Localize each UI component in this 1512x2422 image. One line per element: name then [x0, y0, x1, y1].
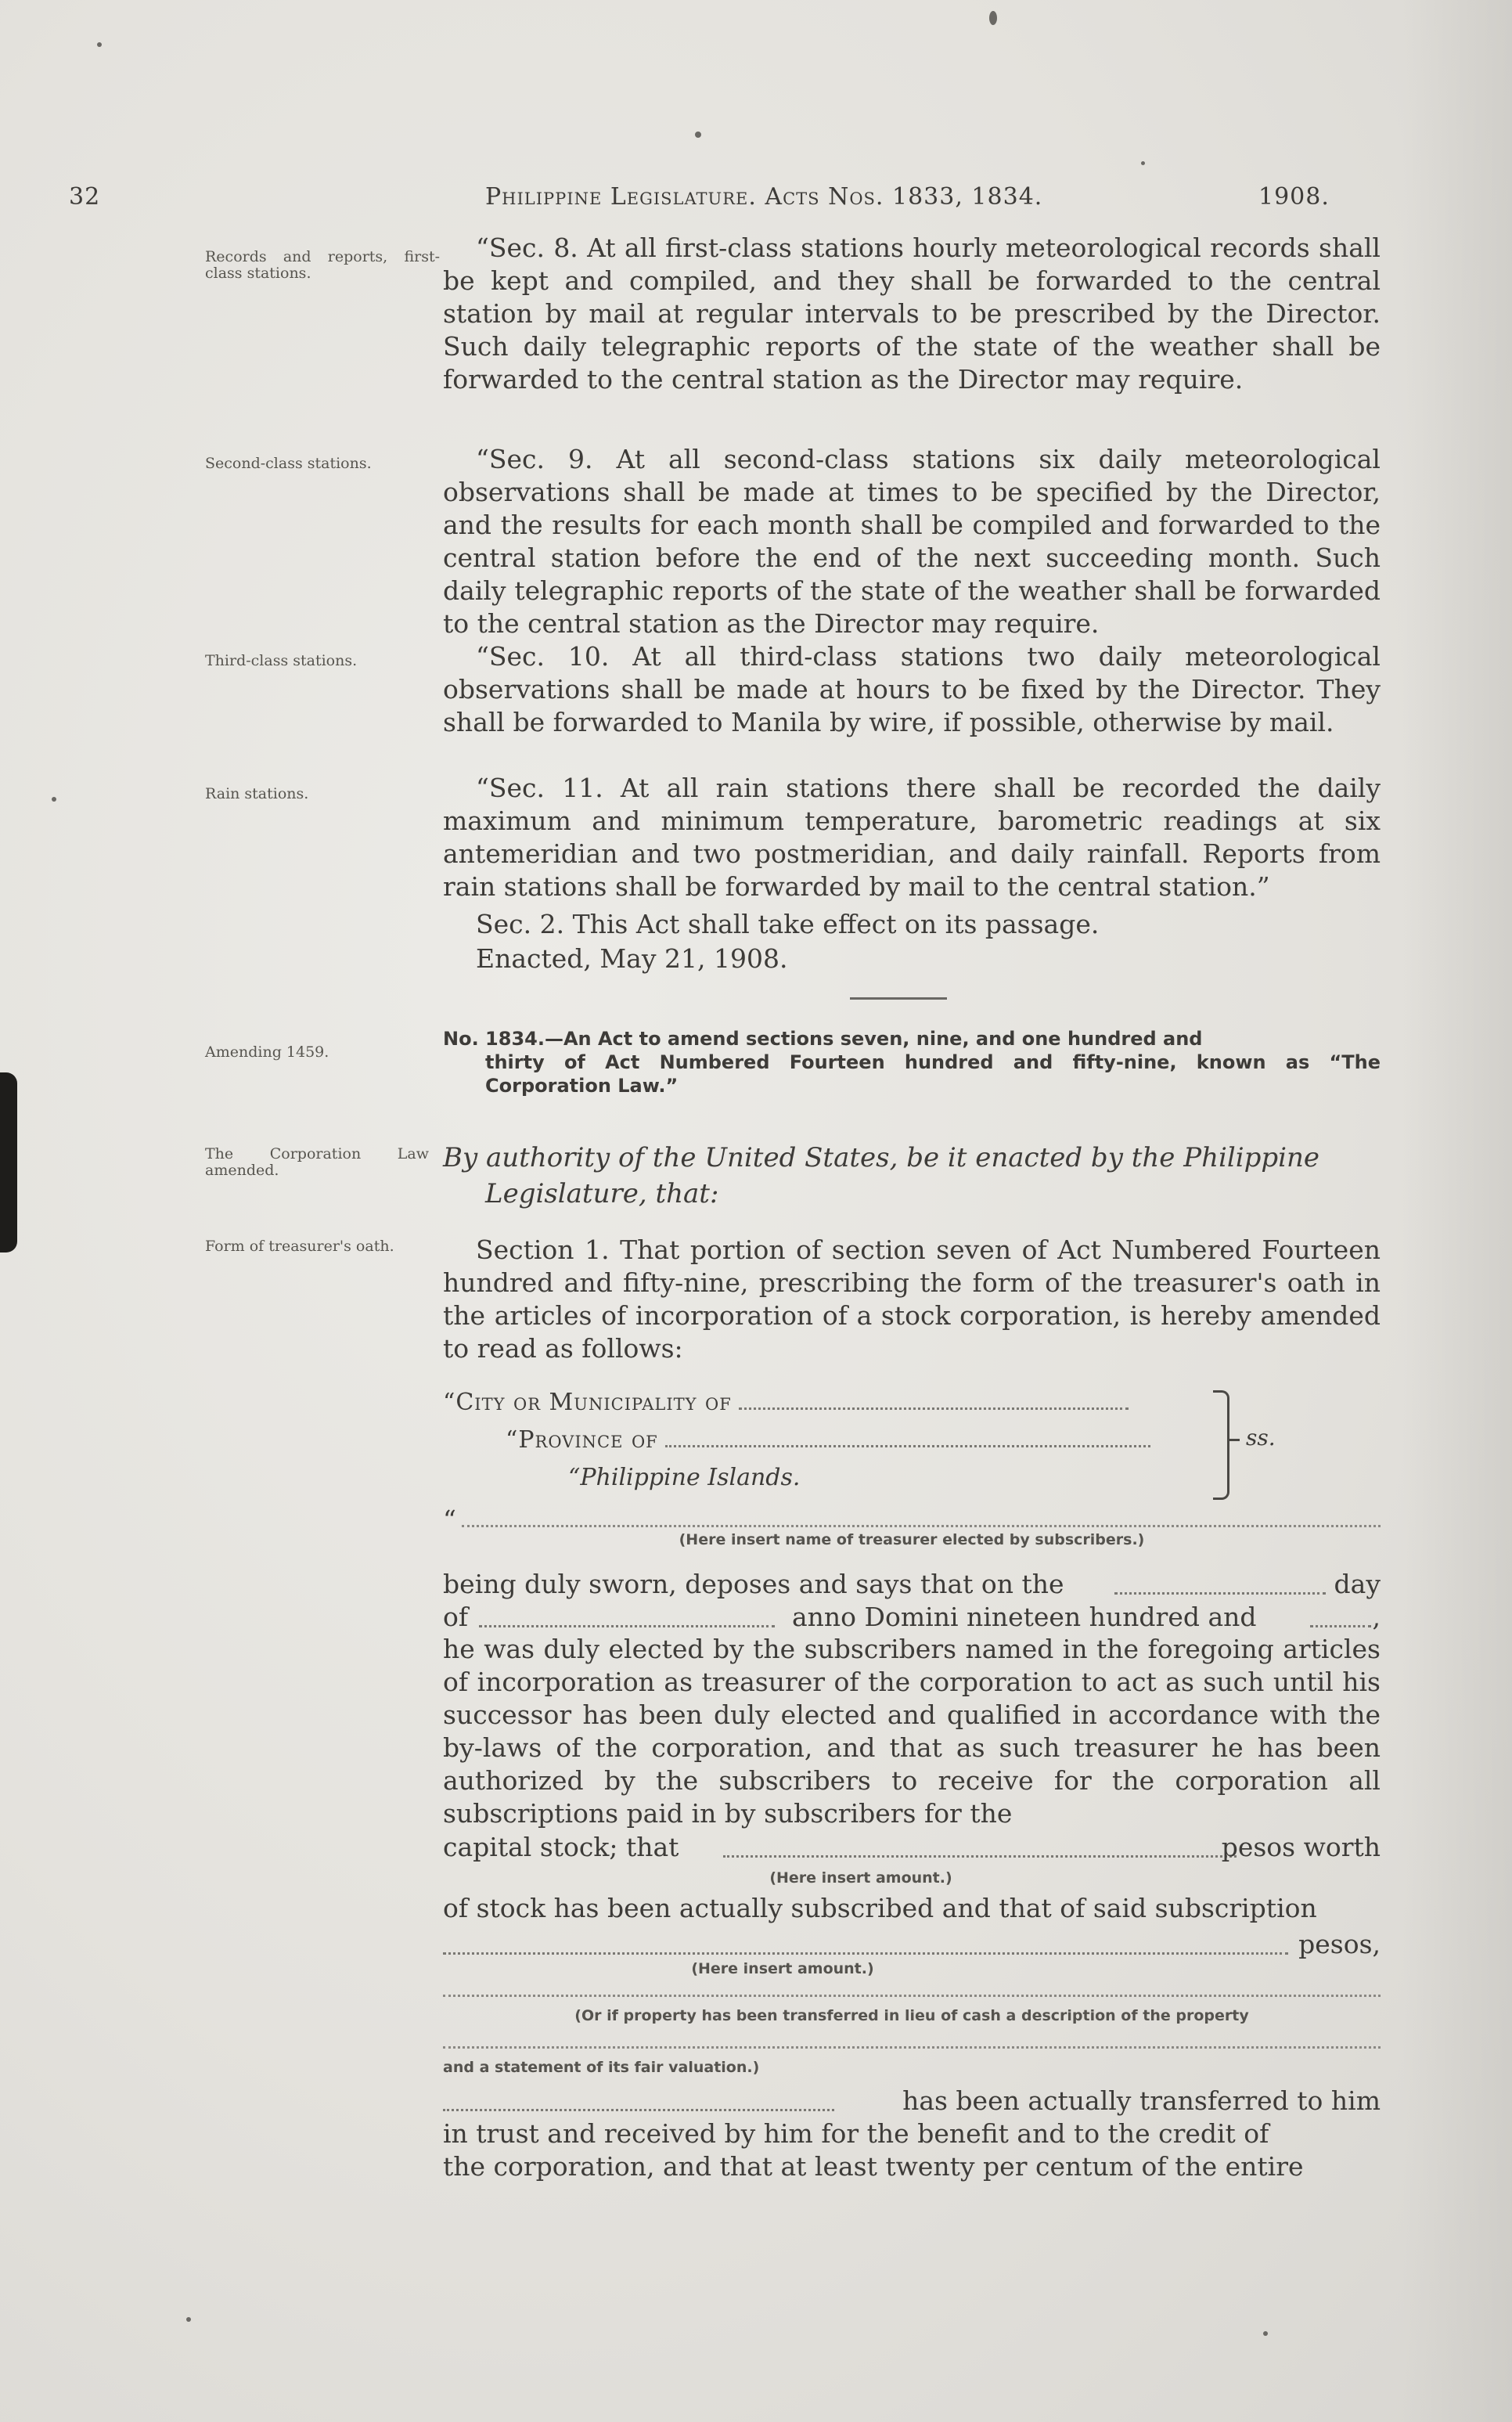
caption-amount-1: (Here insert amount.)	[769, 1869, 952, 1887]
oath-row-capital-suffix: pesos worth	[1221, 1832, 1381, 1862]
treasurer-name-blank	[462, 1525, 1381, 1527]
section-divider	[850, 997, 947, 1000]
margin-note-first-class: Records and reports, first-class stations.	[205, 248, 440, 282]
oath-row-transferred	[443, 2084, 1381, 2118]
property-blank-2	[443, 2046, 1381, 2049]
ink-speck	[695, 132, 701, 138]
venue-province-label: “Province of	[506, 1426, 658, 1454]
section-11: “Sec. 11. At all rain stations there shall be recorded the daily maximum and minimum temperature, barometric readings at six antemeridian and two postmeridian, and daily rainfall. Reports from rain stations shall be forwarded by mail to the central station.”	[443, 773, 1381, 902]
margin-note-amending: Amending 1459.	[205, 1043, 329, 1061]
oath-row-day-text: being duly sworn, deposes and says that on the	[443, 1569, 1064, 1599]
property-blank-1	[443, 1995, 1381, 1997]
margin-note-third-class: Third-class stations.	[205, 652, 358, 669]
opening-quote: “	[443, 1505, 456, 1535]
oath-row-month-of: of	[443, 1602, 469, 1632]
venue-brace	[1213, 1390, 1229, 1500]
property-blank-3	[443, 2089, 834, 2111]
page-number: 32	[69, 183, 101, 211]
section-9: “Sec. 9. At all second-class stations six daily meteorological observations shall be made at times to be specified by the Director, and the results for each month shall be compiled and forwarded to the central station before the end of the next succeeding month. Such daily telegraphic reports of the state of the weather shall be forwarded to the central station as the Director may require.	[443, 444, 1381, 639]
ink-speck	[186, 2317, 191, 2322]
enacting-line2: Legislature, that:	[485, 1178, 719, 1209]
oath-row-day-suffix: day	[1334, 1569, 1381, 1599]
oath-row-transferred-text: has been actually transferred to him	[902, 2085, 1381, 2116]
oath-row-month-comma: ,	[1372, 1602, 1381, 1632]
ink-speck	[1141, 161, 1145, 165]
day-blank	[1114, 1572, 1326, 1595]
ink-speck	[989, 11, 997, 25]
ink-speck	[97, 42, 102, 47]
oath-row-pesos-suffix: pesos,	[1298, 1929, 1381, 1959]
oath-row-trust	[443, 2117, 1381, 2151]
venue-ss: ss.	[1246, 1425, 1276, 1451]
year-blank	[1310, 1605, 1371, 1627]
oath-row-subscribed-text: of stock has been actually subscribed and that of said subscription	[443, 1893, 1317, 1923]
caption-property-1: (Or if property has been transferred in lieu of cash a description of the property	[574, 2007, 1249, 2024]
section-1: Section 1. That portion of section seven of Act Numbered Fourteen hundred and fifty-nine, prescribing the form of the treasurer's oath in the articles of incorporation of a stock corporation, is hereby amended to read as follows:	[443, 1234, 1381, 1364]
venue-province-line	[506, 1423, 1150, 1458]
section-10: “Sec. 10. At all third-class stations two daily meteorological observations shall be made at hours to be fixed by the Director. They shall be forwarded to Manila by wire, if possible, otherwise by mail.	[443, 641, 1381, 737]
act-title-line2: thirty of Act Numbered Fourteen hundred and fifty-nine, known as “The Corporation Law.”	[485, 1051, 1381, 1097]
margin-note-second-class: Second-class stations.	[205, 455, 372, 472]
month-blank	[479, 1605, 775, 1627]
venue-city-label: “City or Municipality of	[443, 1389, 732, 1416]
caption-treasurer-name: (Here insert name of treasurer elected by subscribers.)	[679, 1531, 1145, 1548]
ink-speck	[52, 797, 56, 802]
capital-amount-blank	[723, 1835, 1237, 1858]
oath-row-capital	[443, 1830, 1381, 1865]
oath-row-month	[443, 1600, 1381, 1634]
act-title-line1: No. 1834.—An Act to amend sections seven, nine, and one hundred and	[443, 1028, 1203, 1050]
subscription-amount-blank	[443, 1932, 1288, 1955]
caption-property-2: and a statement of its fair valuation.)	[443, 2059, 760, 2076]
oath-row-corporation-text: the corporation, and that at least twenty per centum of the entire	[443, 2151, 1304, 2182]
oath-row-capital-text: capital stock; that	[443, 1832, 679, 1862]
oath-row-corporation	[443, 2150, 1381, 2184]
enacting-line1: By authority of the United States, be it enacted by the Philippine	[443, 1142, 1320, 1173]
oath-row-trust-text: in trust and received by him for the benefit and to the credit of	[443, 2118, 1269, 2149]
venue-city-line	[443, 1386, 1129, 1420]
enacting-clause	[443, 1140, 1381, 1212]
section-2: Sec. 2. This Act shall take effect on its passage.	[476, 909, 1100, 939]
caption-amount-2: (Here insert amount.)	[691, 1960, 874, 1977]
margin-note-rain-stations: Rain stations.	[205, 785, 309, 802]
oath-row-month-anno: anno Domini nineteen hundred and	[792, 1602, 1257, 1632]
venue-city-blank	[739, 1387, 1129, 1410]
venue-province-blank	[665, 1425, 1150, 1447]
venue-brace-tip	[1229, 1439, 1240, 1441]
margin-note-treasurer-oath: Form of treasurer's oath.	[205, 1238, 394, 1255]
running-head-year: 1908.	[1258, 183, 1330, 211]
venue-islands-line: “Philippine Islands.	[568, 1464, 801, 1491]
enacted-date: Enacted, May 21, 1908.	[476, 943, 788, 974]
oath-row-pesos	[443, 1927, 1381, 1962]
ink-speck	[1263, 2331, 1268, 2336]
margin-note-corporation-law: The Corporation Law amended.	[205, 1145, 429, 1179]
section-8: “Sec. 8. At all first-class stations hourly meteorological records shall be kept and compiled, and they shall be forwarded to the central station by mail at regular intervals to be prescribed by the Director. Such daily telegraphic reports of the state of the weather shall be forwarded to the central station as the Director may require.	[443, 232, 1381, 395]
page-header	[47, 183, 1377, 218]
act-title	[443, 1027, 1381, 1097]
binding-shadow	[0, 1072, 17, 1252]
running-head: Philippine Legislature. Acts Nos. 1833, 1834.	[485, 183, 1043, 211]
oath-venue-block	[443, 1386, 1381, 1511]
oath-row-day	[443, 1567, 1381, 1602]
oath-paragraph: he was duly elected by the subscribers named in the foregoing articles of incorporation as treasurer of the corporation to act as such until his successor has been duly elected and qualified in accordance with the by-laws of the corporation, and that as such treasurer he has been authorized by the subscribers to receive for the corporation all subscriptions paid in by subscribers for the	[443, 1634, 1381, 1829]
oath-row-subscribed	[443, 1891, 1381, 1926]
